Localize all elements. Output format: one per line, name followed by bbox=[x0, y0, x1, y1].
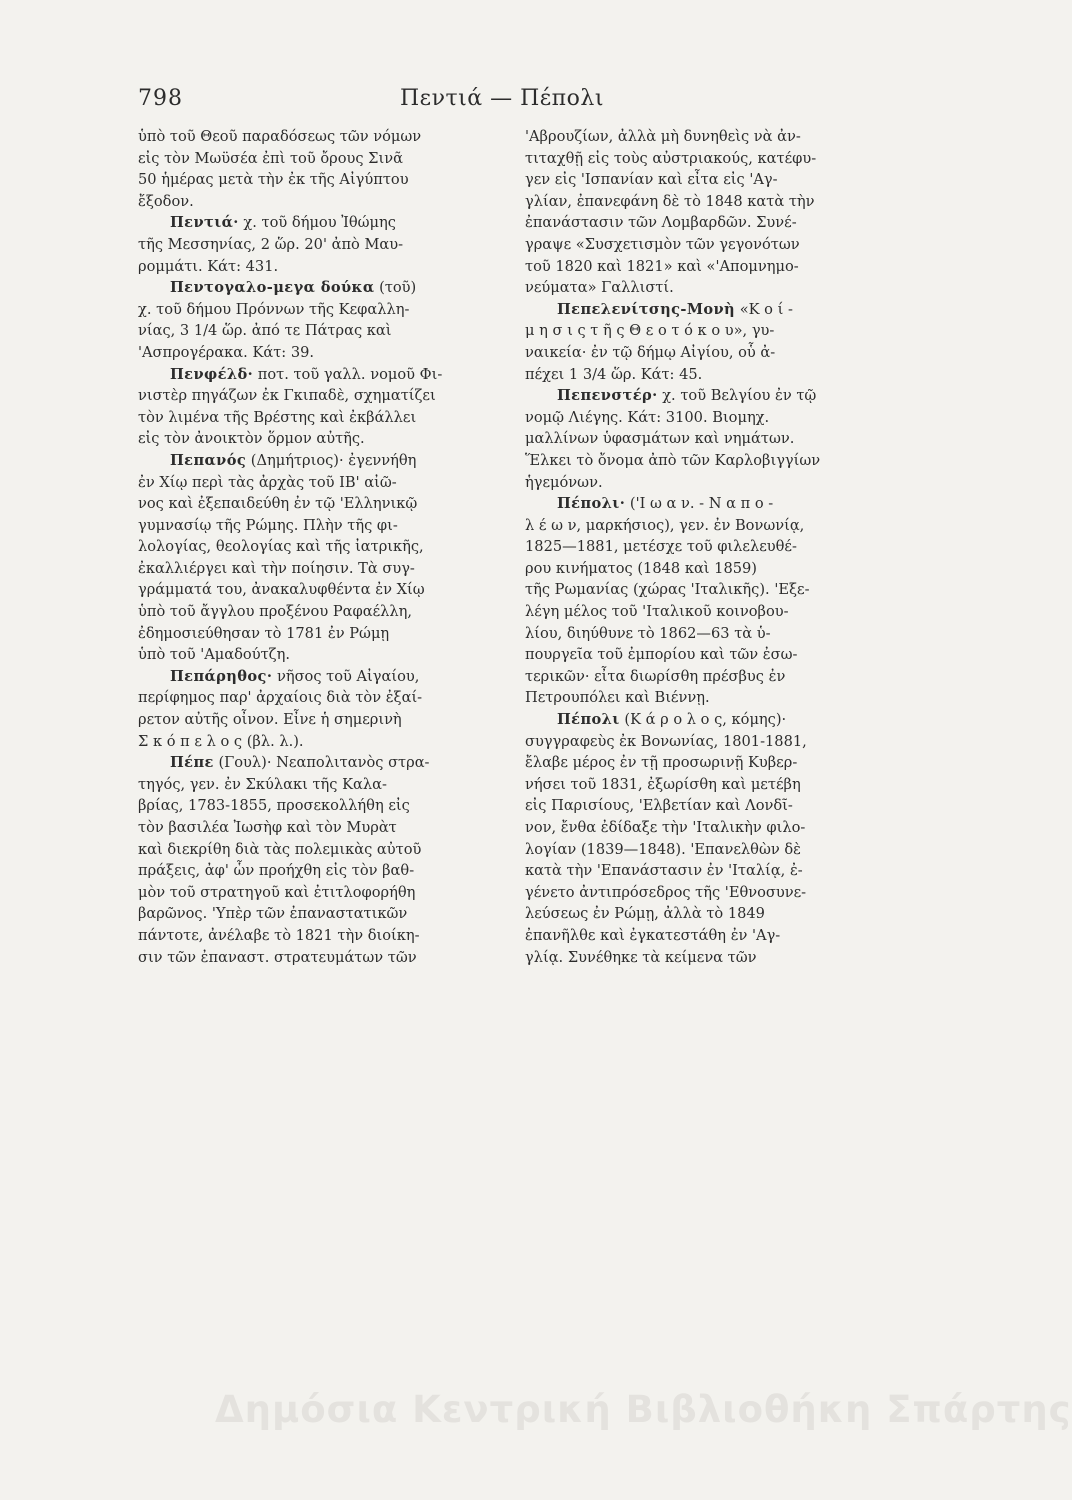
text-line bbox=[525, 277, 903, 299]
text-line bbox=[138, 148, 500, 170]
entry-text: νομῷ Λιέγης. Κάτ: 3100. Βιομηχ. bbox=[525, 408, 770, 426]
text-line bbox=[525, 515, 903, 537]
entry-text: λολογίας, θεολογίας καὶ τῆς ἰατρικῆς, bbox=[138, 538, 424, 556]
text-line bbox=[138, 947, 500, 969]
entry-text: ἐν Χίῳ περὶ τὰς ἀρχὰς τοῦ ΙΒ' αἰῶ- bbox=[138, 473, 397, 491]
entry-text: λίου, διηύθυνε τὸ 1862—63 τὰ ὑ- bbox=[525, 624, 771, 642]
entry-text: τῆς Ρωμανίας (χώρας 'Ιταλικῆς). 'Εξε- bbox=[525, 581, 810, 599]
text-line bbox=[525, 558, 903, 580]
dictionary-entry bbox=[138, 364, 500, 450]
text-line bbox=[138, 407, 500, 429]
entry-text: (Γουλ)· Νεαπολιτανὸς στρα- bbox=[218, 754, 430, 772]
entry-headword: Πενφέλδ· bbox=[170, 365, 254, 383]
entry-text: ὑπὸ τοῦ 'Αμαδούτζη. bbox=[138, 646, 290, 664]
entry-text: ναικεία· ἐν τῷ δήμῳ Αἰγίου, οὗ ἀ- bbox=[525, 343, 776, 361]
entry-text: τοῦ 1820 καὶ 1821» καὶ «'Απομνημο- bbox=[525, 257, 799, 275]
entry-text: 50 ἡμέρας μετὰ τὴν ἐκ τῆς Αἰγύπτου bbox=[138, 171, 409, 189]
page-header bbox=[138, 86, 898, 120]
entry-text: πάντοτε, ἀνέλαβε τὸ 1821 τὴν διοίκη- bbox=[138, 926, 420, 944]
text-line bbox=[525, 407, 903, 429]
text-line bbox=[138, 234, 500, 256]
text-line bbox=[138, 601, 500, 623]
entry-text: τιταχθῇ εἰς τοὺς αὐστριακούς, κατέφυ- bbox=[525, 149, 817, 167]
text-line bbox=[138, 515, 500, 537]
text-line bbox=[525, 795, 903, 817]
text-line bbox=[525, 191, 903, 213]
text-line bbox=[138, 623, 500, 645]
text-line bbox=[138, 472, 500, 494]
text-line bbox=[138, 795, 500, 817]
text-line bbox=[138, 256, 500, 278]
text-line bbox=[525, 256, 903, 278]
entry-text: τὸν βασιλέα Ἰωσὴφ καὶ τὸν Μυρὰτ bbox=[138, 819, 397, 836]
text-line bbox=[525, 925, 903, 947]
text-line bbox=[525, 752, 903, 774]
text-line bbox=[138, 839, 500, 861]
entry-text: ποτ. τοῦ γαλλ. νομοῦ Φι- bbox=[257, 365, 443, 383]
text-line bbox=[525, 903, 903, 925]
entry-text: νίας, 3 1/4 ὥρ. ἀπό τε Πάτρας καὶ bbox=[138, 322, 392, 340]
entry-text: σιν τῶν ἐπαναστ. στρατευμάτων τῶν bbox=[138, 948, 417, 966]
entry-text: ἐπανῆλθε καὶ ἐγκατεστάθη ἐν 'Αγ- bbox=[525, 926, 781, 944]
entry-headword: Πέπε bbox=[170, 754, 214, 772]
text-line bbox=[138, 450, 500, 472]
text-line bbox=[525, 687, 903, 709]
text-line bbox=[138, 385, 500, 407]
entry-headword: Πεντιά· bbox=[170, 214, 239, 232]
text-line bbox=[138, 774, 500, 796]
text-line bbox=[138, 342, 500, 364]
entry-headword: Πεπελενίτσης-Μονὴ bbox=[557, 300, 736, 318]
text-line bbox=[525, 148, 903, 170]
entry-headword: Πεπάρηθος· bbox=[170, 667, 273, 685]
library-watermark: Δημόσια Κεντρική Βιβλιοθήκη Σπάρτης bbox=[215, 1388, 1072, 1431]
entry-text: λογίαν (1839—1848). 'Επανελθὼν δὲ bbox=[525, 840, 801, 858]
entry-text: περίφημος παρ' ἀρχαίοις διὰ τὸν ἐξαί- bbox=[138, 689, 423, 707]
text-line bbox=[525, 666, 903, 688]
entry-text: λέγη μέλος τοῦ 'Ιταλικοῦ κοινοβου- bbox=[525, 603, 789, 621]
entry-text: 'Αβρουζίων, ἀλλὰ μὴ δυνηθεὶς νὰ ἀν- bbox=[525, 128, 801, 145]
text-line bbox=[138, 644, 500, 666]
entry-text: χ. τοῦ δήμου Πρόννων τῆς Κεφαλλη- bbox=[138, 300, 410, 318]
entry-text: ρομμάτι. Κάτ: 431. bbox=[138, 257, 279, 275]
running-head: Πεντιά — Πέπολι bbox=[400, 86, 604, 111]
entry-text: γραψε «Συσχετισμὸν τῶν γεγονότων bbox=[525, 235, 800, 253]
entry-text: εἰς τὸν ἀνοικτὸν ὅρμον αὐτῆς. bbox=[138, 430, 365, 448]
dictionary-entry bbox=[525, 126, 903, 299]
entry-headword: Πεπενστέρ· bbox=[557, 387, 658, 405]
text-line bbox=[525, 817, 903, 839]
entry-text: βρίας, 1783-1855, προσεκολλήθη εἰς bbox=[138, 797, 410, 815]
text-line bbox=[138, 126, 500, 148]
entry-headword: Πεντογαλο-μεγα δούκα bbox=[170, 279, 375, 297]
dictionary-entry bbox=[138, 126, 500, 212]
entry-text: ὑπὸ τοῦ Θεοῦ παραδόσεως τῶν νόμων bbox=[138, 128, 422, 145]
text-line bbox=[525, 385, 903, 407]
text-line bbox=[525, 536, 903, 558]
entry-text: (τοῦ) bbox=[379, 279, 417, 297]
text-line bbox=[525, 493, 903, 515]
entry-text: πράξεις, ἀφ' ὧν προήχθη εἰς τὸν βαθ- bbox=[138, 862, 415, 880]
text-line bbox=[138, 925, 500, 947]
entry-text: (Κ ά ρ ο λ ο ς, κόμης)· bbox=[624, 711, 787, 729]
text-line bbox=[525, 169, 903, 191]
text-line bbox=[138, 493, 500, 515]
text-line bbox=[138, 320, 500, 342]
entry-text: Ἕλκει τὸ ὄνομα ἀπὸ τῶν Καρλοβιγγίων bbox=[525, 451, 821, 469]
text-line bbox=[525, 364, 903, 386]
entry-text: πουργεῖα τοῦ ἐμπορίου καὶ τῶν ἐσω- bbox=[525, 646, 798, 664]
entry-text: καὶ διεκρίθη διὰ τὰς πολεμικὰς αὐτοῦ bbox=[138, 840, 422, 858]
text-line bbox=[138, 860, 500, 882]
text-line bbox=[138, 299, 500, 321]
entry-text: ('Ι ω α ν. - Ν α π ο - bbox=[629, 495, 774, 513]
dictionary-entry bbox=[525, 493, 903, 709]
entry-headword: Πέπολι bbox=[557, 711, 620, 729]
text-line bbox=[138, 558, 500, 580]
left-column bbox=[138, 126, 500, 968]
entry-text: γυμνασίῳ τῆς Ρώμης. Πλὴν τῆς φι- bbox=[138, 516, 398, 534]
entry-text: πέχει 1 3/4 ὥρ. Κάτ: 45. bbox=[525, 365, 703, 383]
entry-text: λ έ ω ν, μαρκήσιος), γεν. ἐν Βονωνίᾳ, bbox=[525, 516, 805, 534]
text-line bbox=[525, 882, 903, 904]
text-line bbox=[138, 666, 500, 688]
entry-text: (Δημήτριος)· ἐγεννήθη bbox=[250, 451, 417, 469]
entry-text: γλίαν, ἐπανεφάνη δὲ τὸ 1848 κατὰ τὴν bbox=[525, 192, 815, 210]
text-line bbox=[138, 364, 500, 386]
text-line bbox=[525, 774, 903, 796]
text-line bbox=[525, 428, 903, 450]
entry-text: μὸν τοῦ στρατηγοῦ καὶ ἐτιτλοφορήθη bbox=[138, 883, 416, 901]
dictionary-entry bbox=[138, 212, 500, 277]
entry-text: ὑπὸ τοῦ ἄγγλου προξένου Ραφαέλλη, bbox=[138, 603, 413, 621]
entry-text: νῆσος τοῦ Αἰγαίου, bbox=[276, 667, 420, 685]
text-line bbox=[525, 320, 903, 342]
entry-text: ἔλαβε μέρος ἐν τῇ προσωρινῇ Κυβερ- bbox=[525, 754, 798, 772]
text-line bbox=[138, 882, 500, 904]
entry-text: γράμματά του, ἀνακαλυφθέντα ἐν Χίῳ bbox=[138, 581, 425, 599]
entry-text: τερικῶν· εἶτα διωρίσθη πρέσβυς ἐν bbox=[525, 667, 786, 685]
entry-text: γεν εἰς 'Ισπανίαν καὶ εἶτα εἰς 'Αγ- bbox=[525, 171, 778, 189]
dictionary-entry bbox=[138, 752, 500, 968]
text-line bbox=[525, 342, 903, 364]
text-line bbox=[525, 947, 903, 969]
text-line bbox=[138, 212, 500, 234]
text-line bbox=[525, 450, 903, 472]
text-line bbox=[138, 277, 500, 299]
text-line bbox=[138, 817, 500, 839]
dictionary-entry bbox=[138, 277, 500, 363]
dictionary-entry bbox=[525, 709, 903, 968]
entry-text: Σ κ ό π ε λ ο ς (βλ. λ.). bbox=[138, 732, 304, 750]
entry-text: 'Ασπρογέρακα. Κάτ: 39. bbox=[138, 343, 315, 361]
entry-headword: Πέπολι· bbox=[557, 495, 626, 513]
entry-text: βαρῶνος. 'Υπὲρ τῶν ἐπαναστατικῶν bbox=[138, 905, 408, 923]
text-line bbox=[138, 428, 500, 450]
entry-text: ἐδημοσιεύθησαν τὸ 1781 ἐν Ρώμῃ bbox=[138, 624, 390, 642]
entry-text: νιστὲρ πηγάζων ἐκ Γκιπαδὲ, σχηματίζει bbox=[138, 387, 436, 405]
entry-text: νήσει τοῦ 1831, ἐξωρίσθη καὶ μετέβη bbox=[525, 775, 801, 793]
dictionary-entry bbox=[138, 666, 500, 752]
entry-text: τὸν λιμένα τῆς Βρέστης καὶ ἐκβάλλει bbox=[138, 408, 417, 426]
entry-text: ρετον αὐτῆς οἶνον. Εἶνε ἡ σημερινὴ bbox=[138, 711, 402, 729]
entry-text: συγγραφεὺς ἐκ Βονωνίας, 1801-1881, bbox=[525, 732, 807, 750]
entry-text: ρου κινήματος (1848 καὶ 1859) bbox=[525, 559, 757, 577]
text-line bbox=[138, 191, 500, 213]
entry-headword: Πεπανός bbox=[170, 451, 247, 469]
text-line bbox=[525, 623, 903, 645]
entry-text: γένετο ἀντιπρόσεδρος τῆς 'Εθνοσυνε- bbox=[525, 883, 807, 901]
text-line bbox=[525, 860, 903, 882]
dictionary-entry bbox=[525, 385, 903, 493]
entry-text: «Κ ο ί - bbox=[739, 300, 793, 318]
entry-text: κατὰ τὴν 'Επανάστασιν ἐν 'Ιταλίᾳ, ἐ- bbox=[525, 862, 803, 880]
entry-text: τηγός, γεν. ἐν Σκύλακι τῆς Καλα- bbox=[138, 775, 387, 793]
entry-text: ἐπανάστασιν τῶν Λομβαρδῶν. Συνέ- bbox=[525, 214, 797, 232]
entry-text: λεύσεως ἐν Ρώμῃ, ἀλλὰ τὸ 1849 bbox=[525, 905, 765, 923]
entry-text: νον, ἔνθα ἐδίδαξε τὴν 'Ιταλικὴν φιλο- bbox=[525, 819, 806, 836]
text-line bbox=[138, 709, 500, 731]
text-line bbox=[138, 687, 500, 709]
entry-text: εἰς Παρισίους, 'Ελβετίαν καὶ Λονδῖ- bbox=[525, 797, 793, 815]
entry-text: ἔξοδον. bbox=[138, 192, 194, 210]
page-number: 798 bbox=[138, 86, 183, 111]
text-line bbox=[525, 579, 903, 601]
text-line bbox=[138, 536, 500, 558]
text-line bbox=[138, 579, 500, 601]
text-line bbox=[525, 644, 903, 666]
entry-text: νεύματα» Γαλλιστί. bbox=[525, 279, 674, 297]
text-line bbox=[138, 752, 500, 774]
text-line bbox=[525, 212, 903, 234]
text-line bbox=[525, 731, 903, 753]
entry-text: χ. τοῦ Βελγίου ἐν τῷ bbox=[662, 387, 817, 405]
entry-text: ἐκαλλιέργει καὶ τὴν ποίησιν. Τὰ συγ- bbox=[138, 559, 415, 577]
text-line bbox=[525, 299, 903, 321]
entry-text: νος καὶ ἐξεπαιδεύθη ἐν τῷ 'Ελληνικῷ bbox=[138, 495, 418, 513]
text-line bbox=[525, 709, 903, 731]
entry-text: ἡγεμόνων. bbox=[525, 473, 603, 491]
text-line bbox=[138, 731, 500, 753]
text-line bbox=[525, 839, 903, 861]
entry-text: χ. τοῦ δήμου Ἰθώμης bbox=[243, 214, 396, 232]
entry-text: γλίᾳ. Συνέθηκε τὰ κείμενα τῶν bbox=[525, 948, 757, 966]
right-column bbox=[525, 126, 903, 968]
entry-text: τῆς Μεσσηνίας, 2 ὥρ. 20' ἀπὸ Μαυ- bbox=[138, 235, 404, 253]
entry-text: 1825—1881, μετέσχε τοῦ φιλελευθέ- bbox=[525, 538, 797, 556]
text-line bbox=[138, 169, 500, 191]
text-line bbox=[525, 234, 903, 256]
text-line bbox=[525, 126, 903, 148]
dictionary-entry bbox=[525, 299, 903, 385]
entry-text: μ η σ ι ς τ ῆ ς Θ ε ο τ ό κ ο υ», γυ- bbox=[525, 322, 775, 340]
entry-text: Πετρουπόλει καὶ Βιέννῃ. bbox=[525, 689, 710, 707]
entry-text: εἰς τὸν Μωϋσέα ἐπὶ τοῦ ὄρους Σινᾶ bbox=[138, 149, 403, 167]
dictionary-entry bbox=[138, 450, 500, 666]
text-line bbox=[525, 472, 903, 494]
entry-text: μαλλίνων ὑφασμάτων καὶ νημάτων. bbox=[525, 430, 795, 448]
text-line bbox=[138, 903, 500, 925]
text-line bbox=[525, 601, 903, 623]
